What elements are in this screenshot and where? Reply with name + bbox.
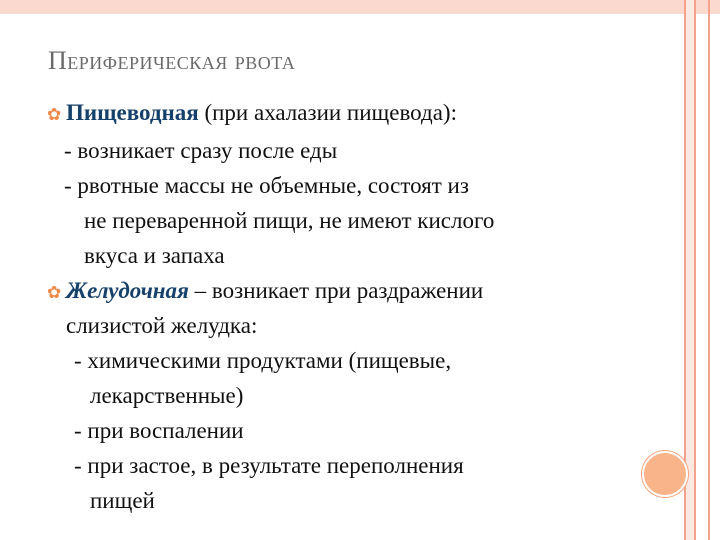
bullet-item-esophageal (66, 100, 457, 126)
frame-top-border (0, 0, 720, 14)
list-item: - химическими продуктами (пищевые, (74, 348, 452, 373)
list-item: вкуса и запаха (84, 243, 225, 268)
leaf-bullet-icon: ✿ (47, 105, 62, 124)
frame-right-border (684, 0, 696, 540)
circle-decoration-icon (642, 451, 688, 497)
list-item: не переваренной пищи, не имеют кислого (84, 208, 495, 233)
list-item: - возникает сразу после еды (64, 138, 338, 163)
list-item: слизистой желудка: (66, 313, 258, 338)
gastric-description: – возникает при раздражении (188, 278, 484, 303)
list-item: лекарственные) (90, 383, 244, 408)
bullet-item-gastric (66, 278, 483, 304)
frame-right-line (708, 0, 710, 540)
list-item: - при застое, в результате переполнения (74, 453, 464, 478)
term-esophageal: Пищеводная (66, 100, 199, 125)
list-item: - при воспалении (74, 418, 244, 443)
list-item: пищей (90, 488, 155, 513)
list-item: - рвотные массы не объемные, состоят из (64, 173, 469, 198)
term-gastric: Желудочная (66, 278, 189, 303)
esophageal-description: (при ахалазии пищевода): (198, 100, 457, 125)
leaf-bullet-icon: ✿ (47, 283, 62, 302)
slide-title: Периферическая рвота (48, 46, 296, 75)
